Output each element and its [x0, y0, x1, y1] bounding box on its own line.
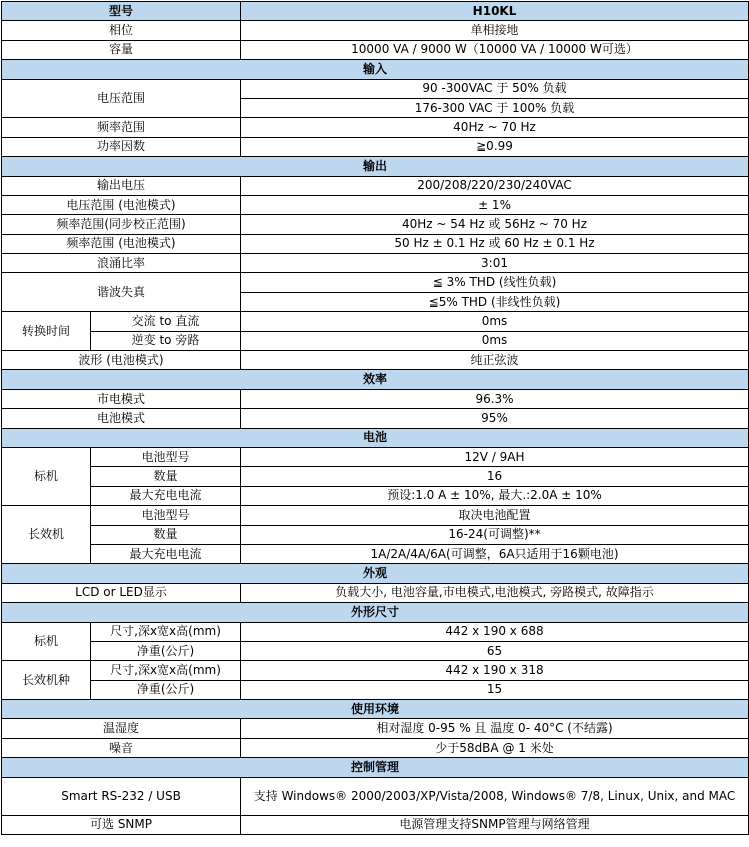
input-voltage-label: 电压范围 [2, 79, 241, 118]
noise-label: 噪音 [2, 738, 241, 757]
efficiency-mains-label: 市电模式 [2, 389, 241, 408]
section-title-input: 输入 [2, 60, 749, 79]
freq-range-battery-row [2, 234, 749, 253]
power-factor-value: ≧0.99 [241, 137, 749, 156]
environment-section-row [2, 700, 749, 719]
output-section-row [2, 157, 749, 176]
dimensions-standard-label: 标机 [2, 622, 91, 661]
battery-standard-row [2, 447, 749, 466]
freq-range-battery-value: 50 Hz ± 0.1 Hz 或 60 Hz ± 0.1 Hz [241, 234, 749, 253]
battery-long-charge-label: 最大充电电流 [91, 544, 241, 563]
battery-standard-label: 标机 [2, 447, 91, 505]
section-title-battery: 电池 [2, 428, 749, 447]
section-title-output: 输出 [2, 157, 749, 176]
battery-standard-row [2, 467, 749, 486]
battery-long-charge-value: 1A/2A/4A/6A(可调整，6A只适用于16颗电池) [241, 544, 749, 563]
dimensions-long-label: 长效机种 [2, 661, 91, 700]
battery-standard-charge-value: 预设:1.0 A ± 10%, 最大.:2.0A ± 10% [241, 486, 749, 505]
smart-value: 支持 Windows® 2000/2003/XP/Vista/2008, Windows® 7/8, Linux, Unix, and MAC [241, 777, 749, 815]
battery-standard-count-label: 数量 [91, 467, 241, 486]
battery-long-count-value: 16-24(可调整)** [241, 525, 749, 544]
battery-standard-count-value: 16 [241, 467, 749, 486]
dimensions-section-row [2, 603, 749, 622]
efficiency-mains-value: 96.3% [241, 389, 749, 408]
thd-value-2: ≦5% THD (非线性负载) [241, 292, 749, 311]
phase-label: 相位 [2, 21, 241, 40]
dimensions-standard-weight-value: 65 [241, 641, 749, 660]
freq-range-sync-label: 频率范围(同步校正范围) [2, 215, 241, 234]
section-title-management: 控制管理 [2, 758, 749, 777]
voltage-range-battery-value: ± 1% [241, 195, 749, 214]
transfer-time-label: 转换时间 [2, 312, 91, 351]
dimensions-standard-row [2, 641, 749, 660]
output-voltage-value: 200/208/220/230/240VAC [241, 176, 749, 195]
input-voltage-value-1: 90 -300VAC 于 50% 负载 [241, 79, 749, 98]
output-voltage-label: 输出电压 [2, 176, 241, 195]
management-section-row [2, 758, 749, 777]
battery-long-row [2, 506, 749, 525]
humidity-value: 相对湿度 0-95 % 且 温度 0- 40°C (不结露) [241, 719, 749, 738]
battery-long-row [2, 544, 749, 563]
dimensions-long-size-label: 尺寸,深x宽x高(mm) [91, 661, 241, 680]
section-title-environment: 使用环境 [2, 700, 749, 719]
voltage-range-battery-row [2, 195, 749, 214]
transfer-ac-dc-label: 交流 to 直流 [91, 312, 241, 331]
humidity-label: 温湿度 [2, 719, 241, 738]
snmp-label: 可选 SNMP [2, 815, 241, 834]
input-frequency-value: 40Hz ~ 70 Hz [241, 118, 749, 137]
crest-ratio-label: 浪涌比率 [2, 254, 241, 273]
crest-ratio-row [2, 254, 749, 273]
section-title-dimensions: 外形尺寸 [2, 603, 749, 622]
dimensions-long-row [2, 680, 749, 699]
dimensions-long-row [2, 661, 749, 680]
battery-standard-row [2, 486, 749, 505]
freq-range-battery-label: 频率范围 (电池模式) [2, 234, 241, 253]
waveform-value: 纯正弦波 [241, 351, 749, 370]
dimensions-standard-size-label: 尺寸,深x宽x高(mm) [91, 622, 241, 641]
thd-value-1: ≦ 3% THD (线性负载) [241, 273, 749, 292]
input-frequency-label: 频率范围 [2, 118, 241, 137]
section-title-appearance: 外观 [2, 564, 749, 583]
noise-row [2, 738, 749, 757]
capacity-value: 10000 VA / 9000 W（10000 VA / 10000 W可选） [241, 40, 749, 59]
efficiency-row [2, 389, 749, 408]
display-label: LCD or LED显示 [2, 583, 241, 602]
input-frequency-row [2, 118, 749, 137]
noise-value: 少于58dBA @ 1 米处 [241, 738, 749, 757]
voltage-range-battery-label: 电压范围 (电池模式) [2, 195, 241, 214]
dimensions-long-weight-value: 15 [241, 680, 749, 699]
transfer-ac-dc-value: 0ms [241, 312, 749, 331]
battery-standard-type-label: 电池型号 [91, 447, 241, 466]
battery-long-count-label: 数量 [91, 525, 241, 544]
thd-row [2, 273, 749, 292]
input-voltage-value-2: 176-300 VAC 于 100% 负载 [241, 98, 749, 117]
transfer-inv-bypass-label: 逆变 to 旁路 [91, 331, 241, 350]
appearance-section-row [2, 564, 749, 583]
model-row [2, 2, 749, 21]
input-voltage-row [2, 79, 749, 98]
snmp-value: 电源管理支持SNMP管理与网络管理 [241, 815, 749, 834]
display-value: 负载大小, 电池容量,市电模式,电池模式, 旁路模式, 故障指示 [241, 583, 749, 602]
transfer-time-row [2, 312, 749, 331]
spec-table [1, 1, 749, 835]
phase-row [2, 21, 749, 40]
capacity-label: 容量 [2, 40, 241, 59]
transfer-time-row-2 [2, 331, 749, 350]
dimensions-standard-weight-label: 净重(公斤) [91, 641, 241, 660]
smart-label: Smart RS-232 / USB [2, 777, 241, 815]
section-title-efficiency: 效率 [2, 370, 749, 389]
efficiency-battery-value: 95% [241, 409, 749, 428]
crest-ratio-value: 3:01 [241, 254, 749, 273]
battery-long-label: 长效机 [2, 506, 91, 564]
humidity-row [2, 719, 749, 738]
capacity-row [2, 40, 749, 59]
freq-range-sync-value: 40Hz ~ 54 Hz 或 56Hz ~ 70 Hz [241, 215, 749, 234]
output-voltage-row [2, 176, 749, 195]
dimensions-standard-row [2, 622, 749, 641]
battery-long-type-label: 电池型号 [91, 506, 241, 525]
dimensions-standard-size-value: 442 x 190 x 688 [241, 622, 749, 641]
phase-value: 单相接地 [241, 21, 749, 40]
transfer-inv-bypass-value: 0ms [241, 331, 749, 350]
dimensions-long-weight-label: 净重(公斤) [91, 680, 241, 699]
dimensions-long-size-value: 442 x 190 x 318 [241, 661, 749, 680]
battery-long-type-value: 取决电池配置 [241, 506, 749, 525]
display-row [2, 583, 749, 602]
battery-section-row [2, 428, 749, 447]
waveform-label: 波形 (电池模式) [2, 351, 241, 370]
waveform-row [2, 351, 749, 370]
smart-row [2, 777, 749, 815]
snmp-row [2, 815, 749, 834]
power-factor-label: 功率因数 [2, 137, 241, 156]
efficiency-row [2, 409, 749, 428]
efficiency-section-row [2, 370, 749, 389]
model-label: 型号 [2, 2, 241, 21]
battery-standard-type-value: 12V / 9AH [241, 447, 749, 466]
battery-long-row [2, 525, 749, 544]
power-factor-row [2, 137, 749, 156]
freq-range-sync-row [2, 215, 749, 234]
efficiency-battery-label: 电池模式 [2, 409, 241, 428]
input-section-row [2, 60, 749, 79]
battery-standard-charge-label: 最大充电电流 [91, 486, 241, 505]
model-value: H10KL [241, 2, 749, 21]
thd-label: 谐波失真 [2, 273, 241, 312]
